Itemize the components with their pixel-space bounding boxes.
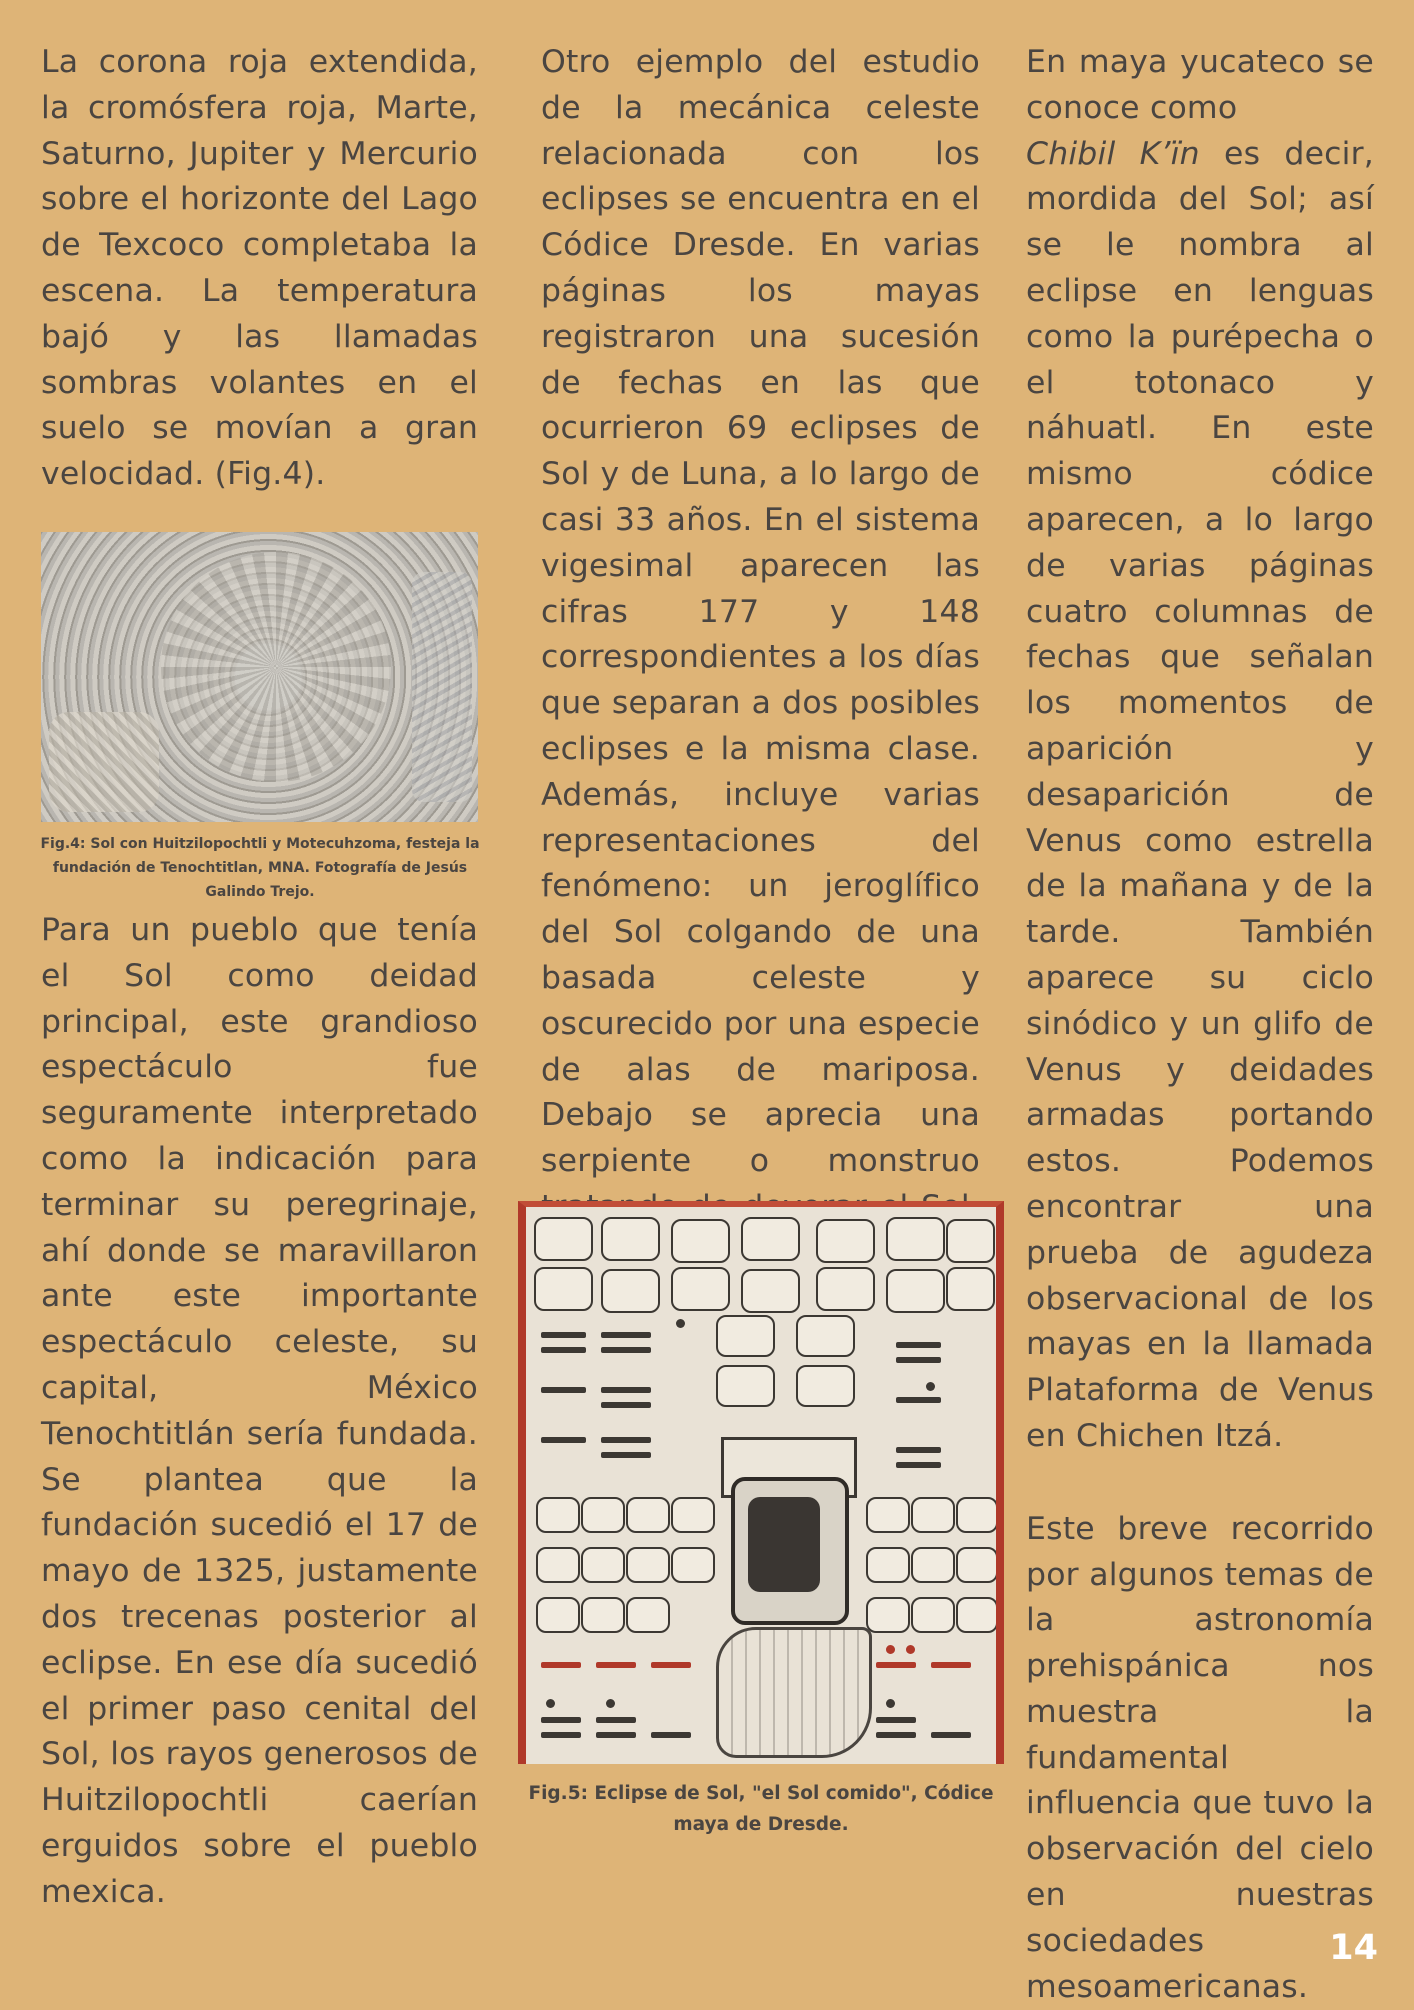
serpent-glyph [716,1627,872,1758]
carving-relief-right [412,572,472,802]
column-right [1026,40,1374,2010]
paragraph-codice-dresde: Otro ejemplo del estudio de la mecánica celeste relacionada con los eclipses se encuentra en el Códice Dresde. En varias páginas los mayas registraron una sucesión de fechas en las que ocurrieron 69 eclipses de Sol y de Luna, a lo largo de casi 33 años. En el sistema vigesimal aparecen las cifras 177 y 148 correspondientes a los días que separan a dos posibles eclipses e la misma clase. Además, incluye varias representaciones del fenómeno: un jeroglífico del Sol colgando de una basada celeste y oscurecido por una especie de alas de mariposa. Debajo se aprecia una serpiente o monstruo [541,44,980,1180]
column-left-lower [41,908,478,1916]
figure-sun-stone-photo [41,532,478,822]
carving-relief-left [49,712,159,812]
paragraph-corona: La corona roja extendida, la cromósfera roja, Marte, Saturno, Jupiter y Mercurio sobre el horizonte del Lago de Texcoco completaba la escena. La temperatura bajó y las llamadas sombras volantes en el suelo se movían a gran velocidad. (Fig.4). [41,44,478,493]
chibil-kin-term: Chibil K’ïn [1026,135,1200,172]
figure-dresden-codex [518,1201,1004,1764]
paragraph-maya-yucateco [1026,40,1374,1460]
figure4-caption: Fig.4: Sol con Huitzilopochtli y Motecuhzoma, festeja la fundación de Tenochtitlan, MNA. Fotografía de Jesús Galindo Trejo. [40,836,480,900]
column-left [41,40,478,498]
column-middle [541,40,980,1277]
page-number: 14 [1329,1928,1378,1968]
figure5-caption: Fig.5: Eclipse de Sol, "el Sol comido", Códice maya de Dresde. [528,1783,994,1835]
paragraph-venus: es decir, mordida del Sol; así se le nombra al eclipse en lenguas como la purépecha o el totonaco y náhuatl. En este mismo códice aparecen, a lo largo de varias páginas cuatro columnas de fechas que señalan los momentos de aparición y desaparición de Venus como estrella de la mañana y de la tarde. También aparece su ciclo sinódico y un glifo de Venus y deidades armadas portando estos. Podemos encontrar una prueba de agudeza observacional de los mayas en la llamada Plataforma de Venus en Chichen Itzá. [1026,135,1374,1454]
sun-disc-carving [161,552,391,782]
paragraph-conclusion: Este breve recorrido por algunos temas de la astronomía prehispánica nos muestra la fundamental influencia que tuvo la observación del cielo en nuestras sociedades mesoamericanas. [1026,1510,1374,2005]
paragraph-pueblo: Para un pueblo que tenía el Sol como deidad principal, este grandioso espectáculo fue seguramente interpretado como la indicación para terminar su peregrinaje, ahí donde se maravillaron ante este importante espectáculo celeste, su capital, México Tenochtitlán sería fundada. Se plantea que la fundación sucedió el 17 de mayo de 1325, justamente dos trecenas posterior al eclipse. En ese día sucedió el primer paso cenital del Sol, los rayos generosos de Huitzilopochtli caerían erguidos sobre el pueblo mexica. [41,912,478,1910]
intro-text: En maya yucateco se conoce como [1026,44,1374,126]
